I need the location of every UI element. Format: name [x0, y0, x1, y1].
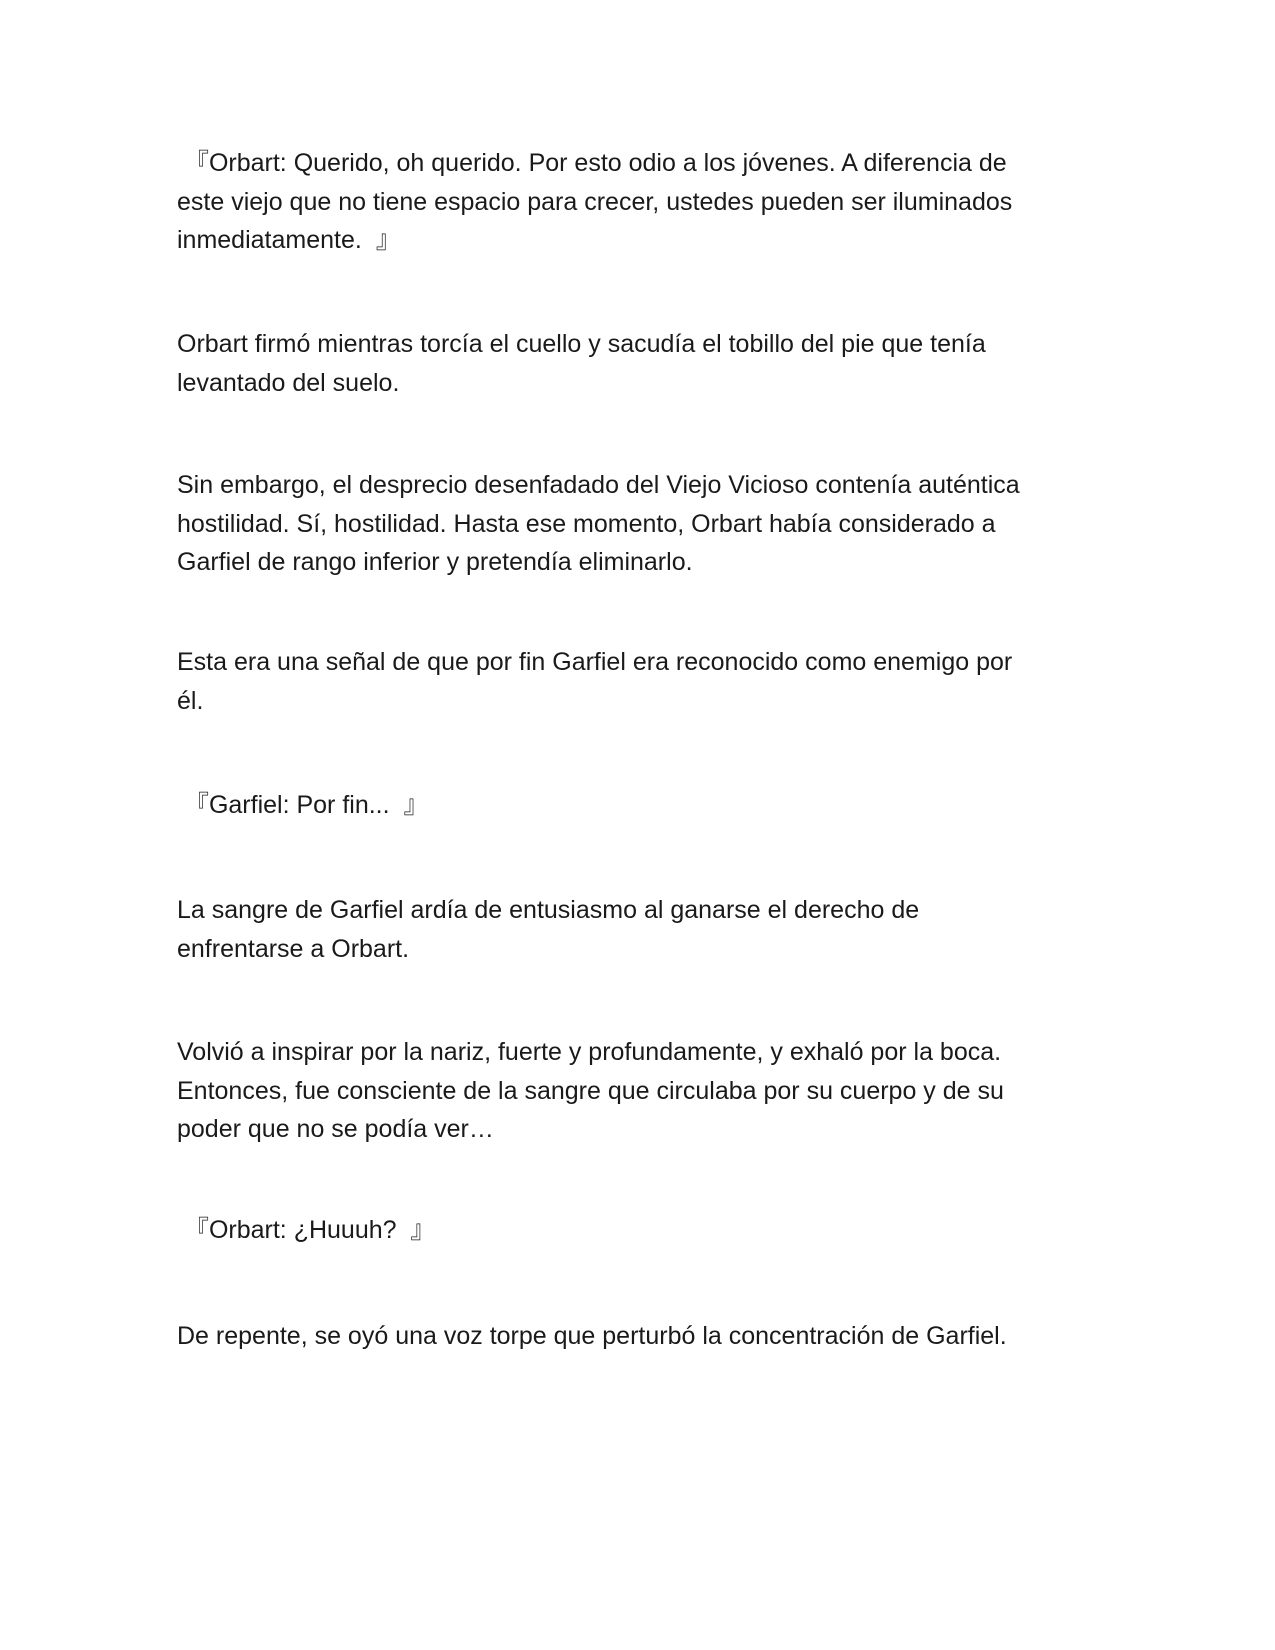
text-line: Volvió a inspirar por la nariz, fuerte y profundamente, y exhaló por la boca. — [177, 1038, 1002, 1066]
text-line: hostilidad. Sí, hostilidad. Hasta ese momento, Orbart había considerado a — [177, 509, 996, 538]
text-line: La sangre de Garfiel ardía de entusiasmo al ganarse el derecho de — [177, 896, 920, 924]
paragraph-narration-4 — [177, 891, 1097, 968]
text-line: Esta era una señal de que por fin Garfiel era reconocido como enemigo por — [177, 648, 1013, 676]
text-line: Sin embargo, el desprecio desenfadado del Viejo Vicioso contenía auténtica — [177, 471, 1020, 499]
text-line: él. — [177, 686, 204, 715]
text-line: este viejo que no tiene espacio para crecer, ustedes pueden ser iluminados — [177, 187, 1013, 216]
paragraph-narration-1 — [177, 325, 1097, 402]
text-line: inmediatamente. 』 — [177, 226, 401, 254]
text-line: Garfiel de rango inferior y pretendía eliminarlo. — [177, 548, 693, 576]
paragraph-orbart-dialogue-1 — [177, 144, 1097, 260]
paragraph-narration-6 — [177, 1317, 1097, 1356]
paragraph-narration-2 — [177, 466, 1097, 582]
text-line: De repente, se oyó una voz torpe que perturbó la concentración de Garfiel. — [177, 1322, 1007, 1350]
text-line: 『Garfiel: Por fin... 』 — [177, 791, 429, 819]
text-line: 『Orbart: Querido, oh querido. Por esto odio a los jóvenes. A diferencia de — [177, 149, 1007, 177]
paragraph-narration-5 — [177, 1033, 1097, 1149]
text-line: poder que no se podía ver… — [177, 1115, 494, 1143]
text-line: levantado del suelo. — [177, 368, 400, 397]
text-line: Entonces, fue consciente de la sangre que circulaba por su cuerpo y de su — [177, 1076, 1004, 1105]
paragraph-orbart-dialogue-2 — [177, 1211, 1097, 1250]
paragraph-garfiel-dialogue — [177, 786, 1097, 825]
text-line: 『Orbart: ¿Huuuh? 』 — [177, 1216, 436, 1244]
text-line: enfrentarse a Orbart. — [177, 934, 410, 963]
paragraph-narration-3 — [177, 643, 1097, 720]
text-line: Orbart firmó mientras torcía el cuello y sacudía el tobillo del pie que tenía — [177, 330, 986, 358]
